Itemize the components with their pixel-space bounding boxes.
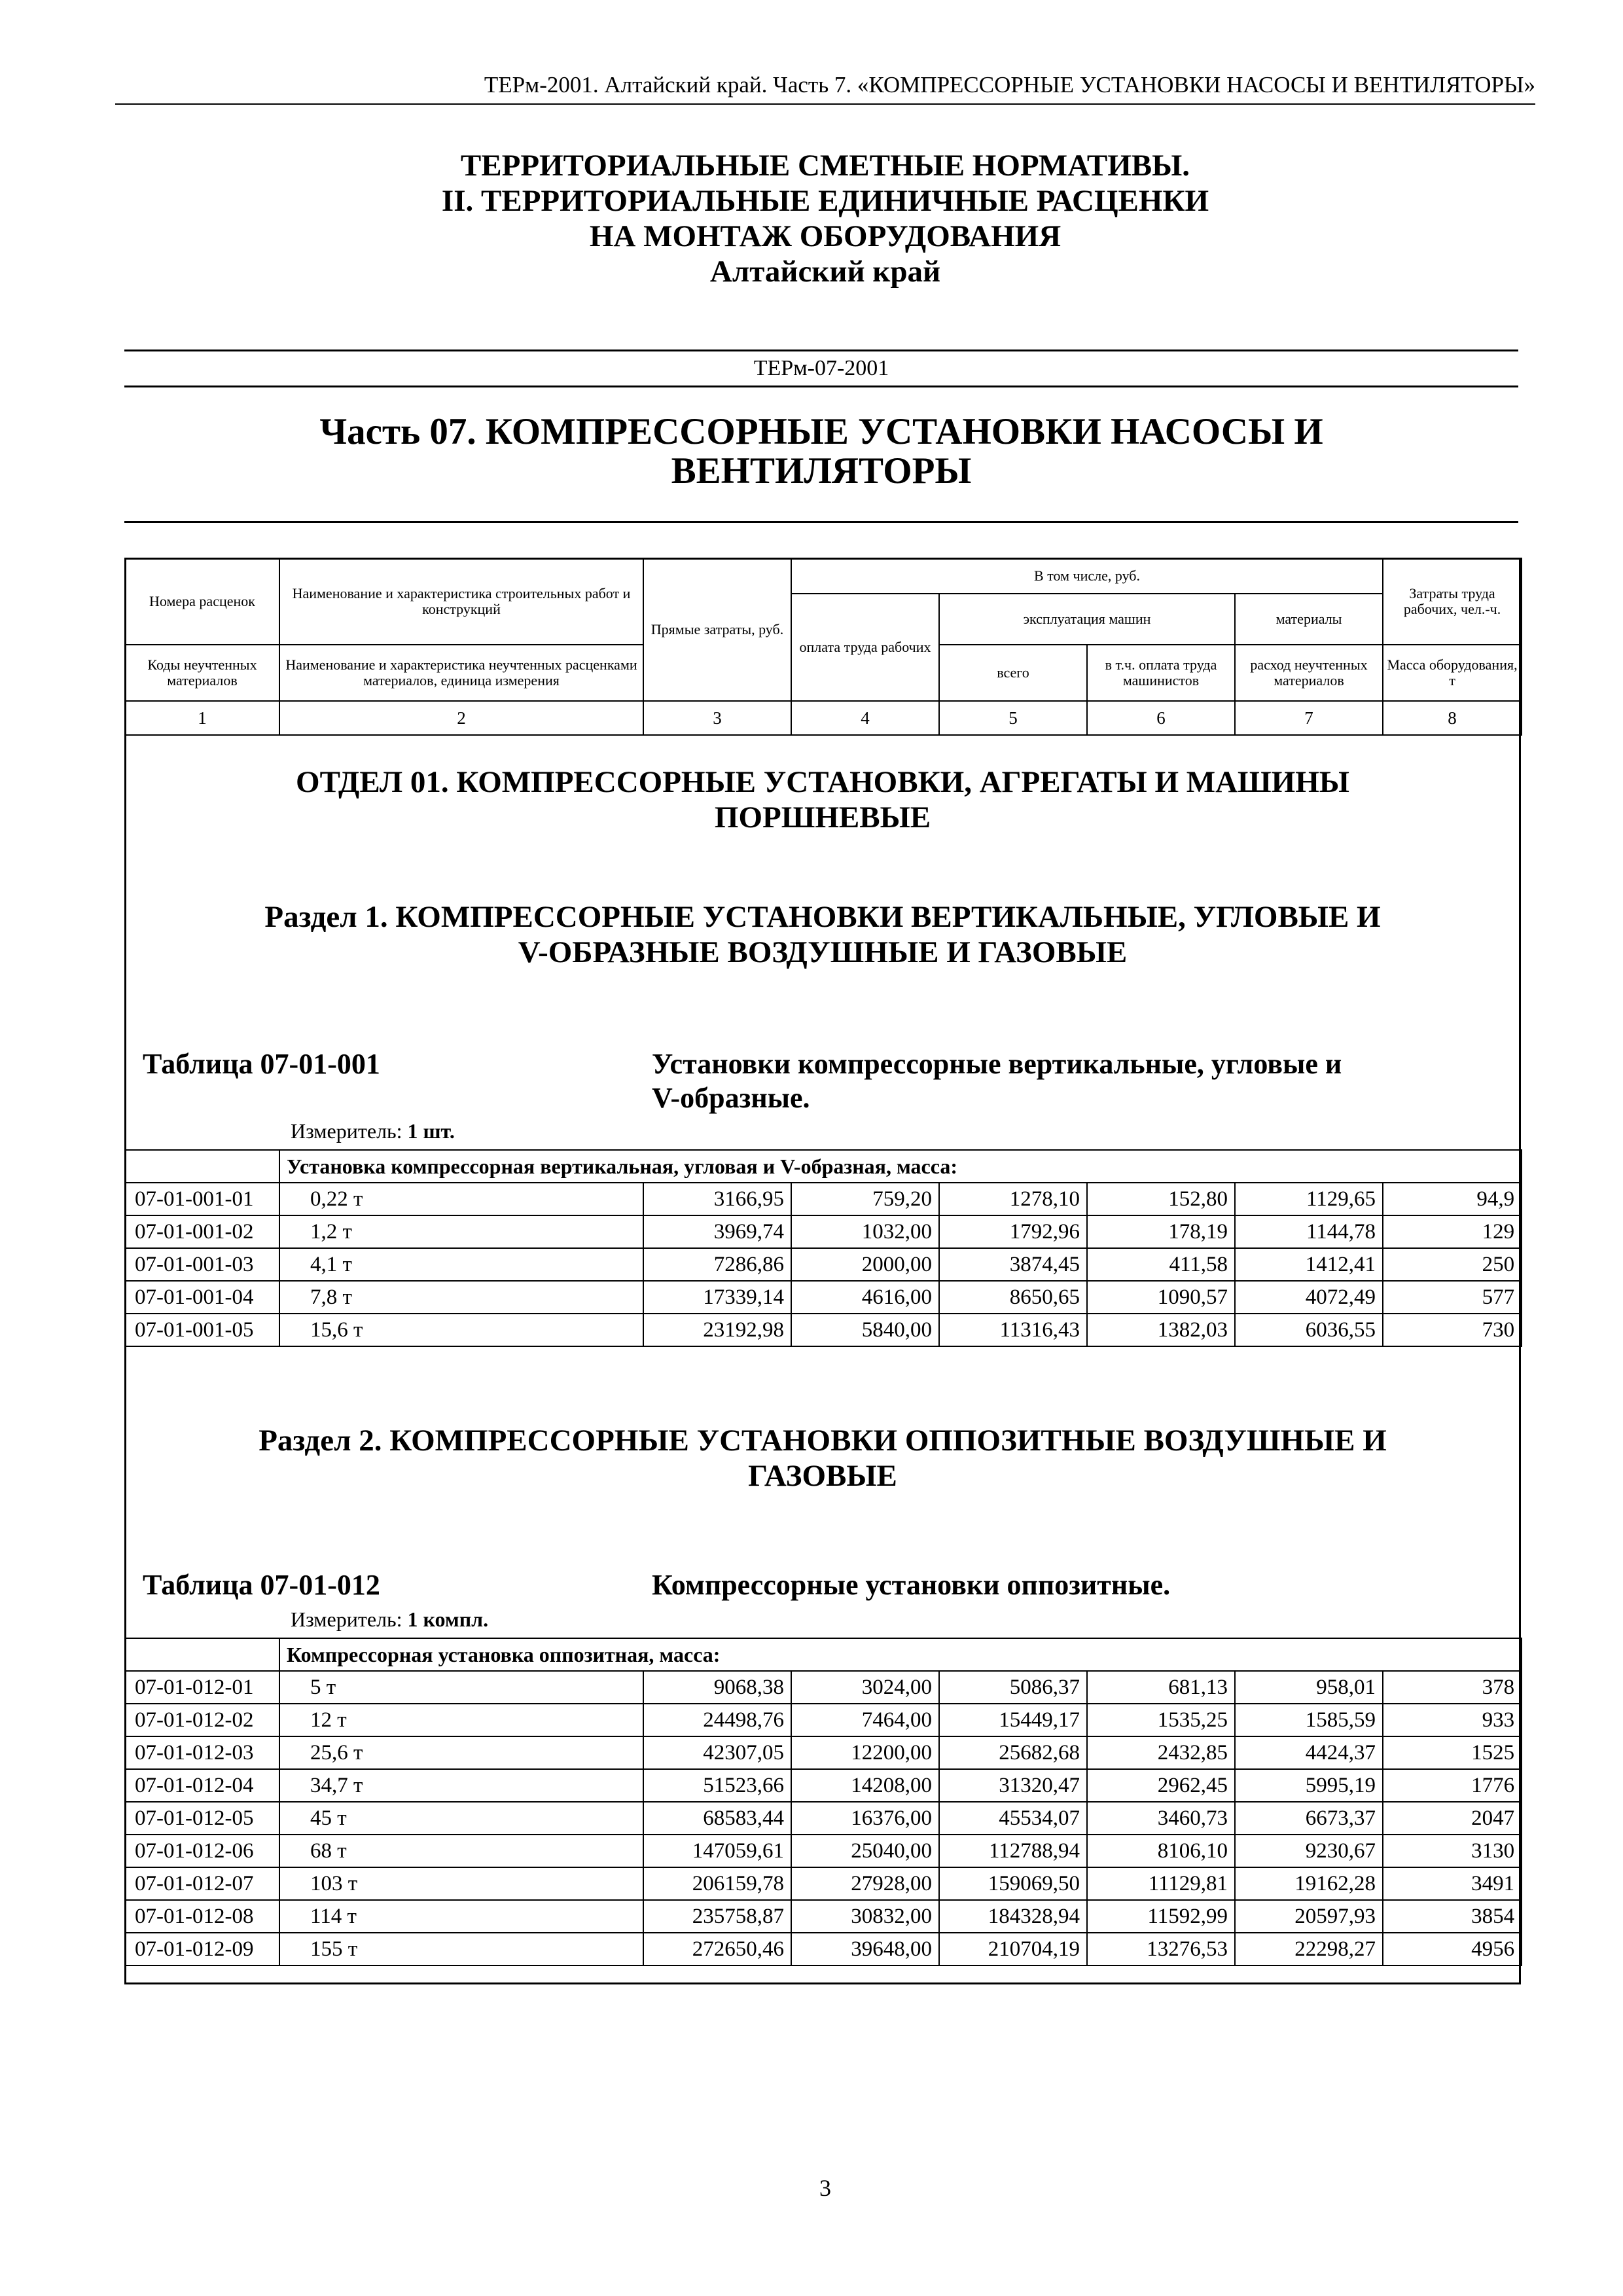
column-number: 8 bbox=[1383, 701, 1522, 735]
part-title bbox=[124, 412, 1518, 491]
machinist-pay-cell: 11129,81 bbox=[1087, 1867, 1235, 1900]
materials-cell: 9230,67 bbox=[1235, 1835, 1383, 1867]
rates-table-2 bbox=[124, 1638, 1522, 1966]
rate-code-cell: 07-01-001-03 bbox=[125, 1248, 279, 1281]
section-title-line: V-ОБРАЗНЫЕ ВОЗДУШНЫЕ И ГАЗОВЫЕ bbox=[518, 935, 1128, 969]
title-line: ТЕРРИТОРИАЛЬНЫЕ СМЕТНЫЕ НОРМАТИВЫ. bbox=[460, 149, 1190, 183]
labor-pay-cell: 3024,00 bbox=[791, 1671, 939, 1704]
labor-costs-cell: 3854 bbox=[1383, 1900, 1522, 1933]
materials-cell: 19162,28 bbox=[1235, 1867, 1383, 1900]
table-name: Компрессорные установки оппозитные. bbox=[652, 1569, 1171, 1601]
materials-cell: 1144,78 bbox=[1235, 1215, 1383, 1248]
column-number: 5 bbox=[939, 701, 1087, 735]
labor-costs-cell: 3491 bbox=[1383, 1867, 1522, 1900]
labor-pay-cell: 30832,00 bbox=[791, 1900, 939, 1933]
machine-total-cell: 1278,10 bbox=[939, 1183, 1087, 1215]
direct-costs-cell: 3969,74 bbox=[643, 1215, 791, 1248]
labor-costs-cell: 1525 bbox=[1383, 1736, 1522, 1769]
labor-pay-cell: 12200,00 bbox=[791, 1736, 939, 1769]
machinist-pay-cell: 681,13 bbox=[1087, 1671, 1235, 1704]
column-number: 6 bbox=[1087, 701, 1235, 735]
part-title-line: ВЕНТИЛЯТОРЫ bbox=[671, 450, 972, 492]
labor-costs-cell: 1776 bbox=[1383, 1769, 1522, 1802]
machinist-pay-cell: 178,19 bbox=[1087, 1215, 1235, 1248]
table-caption: Установка компрессорная вертикальная, угловая и V-образная, масса: bbox=[279, 1150, 1522, 1183]
table-row bbox=[125, 1314, 1522, 1346]
section-1-title bbox=[124, 899, 1521, 970]
machine-total-cell: 1792,96 bbox=[939, 1215, 1087, 1248]
measure-label: Измеритель: bbox=[291, 1119, 402, 1143]
machinist-pay-cell: 3460,73 bbox=[1087, 1802, 1235, 1835]
section-title-line: ГАЗОВЫЕ bbox=[748, 1459, 897, 1493]
machine-total-cell: 11316,43 bbox=[939, 1314, 1087, 1346]
materials-cell: 1585,59 bbox=[1235, 1704, 1383, 1736]
machinist-pay-cell: 152,80 bbox=[1087, 1183, 1235, 1215]
table-row bbox=[125, 1802, 1522, 1835]
measure-value: 1 шт. bbox=[407, 1119, 455, 1143]
labor-costs-cell: 94,9 bbox=[1383, 1183, 1522, 1215]
labor-pay-cell: 7464,00 bbox=[791, 1704, 939, 1736]
page-number: 3 bbox=[819, 2175, 831, 2201]
machine-total-cell: 45534,07 bbox=[939, 1802, 1087, 1835]
rate-code-cell: 07-01-012-09 bbox=[125, 1933, 279, 1965]
labor-pay-cell: 27928,00 bbox=[791, 1867, 939, 1900]
materials-cell: 1129,65 bbox=[1235, 1183, 1383, 1215]
header-rule bbox=[115, 103, 1535, 105]
labor-pay-cell: 1032,00 bbox=[791, 1215, 939, 1248]
machinist-pay-cell: 13276,53 bbox=[1087, 1933, 1235, 1965]
material-name-cell: 15,6 т bbox=[279, 1314, 643, 1346]
direct-costs-cell: 51523,66 bbox=[643, 1769, 791, 1802]
labor-costs-cell: 577 bbox=[1383, 1281, 1522, 1314]
machine-total-cell: 31320,47 bbox=[939, 1769, 1087, 1802]
rate-code-cell: 07-01-001-05 bbox=[125, 1314, 279, 1346]
direct-costs-cell: 42307,05 bbox=[643, 1736, 791, 1769]
labor-costs-cell: 3130 bbox=[1383, 1835, 1522, 1867]
table-row bbox=[125, 1671, 1522, 1704]
table-row bbox=[125, 1835, 1522, 1867]
part-rule bbox=[124, 521, 1518, 523]
labor-pay-cell: 25040,00 bbox=[791, 1835, 939, 1867]
header-direct-costs: Прямые затраты, руб. bbox=[643, 558, 791, 701]
section-title-line: Раздел 2. КОМПРЕССОРНЫЕ УСТАНОВКИ ОППОЗИТНЫЕ ВОЗДУШНЫЕ И bbox=[259, 1424, 1387, 1458]
part-title-line: Часть 07. КОМПРЕССОРНЫЕ УСТАНОВКИ НАСОСЫ И bbox=[319, 411, 1323, 452]
materials-cell: 958,01 bbox=[1235, 1671, 1383, 1704]
rate-code-cell: 07-01-001-01 bbox=[125, 1183, 279, 1215]
labor-pay-cell: 14208,00 bbox=[791, 1769, 939, 1802]
table-row bbox=[125, 1769, 1522, 1802]
materials-cell: 4072,49 bbox=[1235, 1281, 1383, 1314]
rate-code-cell: 07-01-001-02 bbox=[125, 1215, 279, 1248]
material-name-cell: 25,6 т bbox=[279, 1736, 643, 1769]
table-label: Таблица 07-01-012 bbox=[143, 1569, 380, 1601]
department-title-line: ПОРШНЕВЫЕ bbox=[714, 800, 931, 834]
column-number: 4 bbox=[791, 701, 939, 735]
header-equipment-mass: Масса оборудования, т bbox=[1383, 645, 1522, 701]
machine-total-cell: 15449,17 bbox=[939, 1704, 1087, 1736]
labor-costs-cell: 2047 bbox=[1383, 1802, 1522, 1835]
material-name-cell: 34,7 т bbox=[279, 1769, 643, 1802]
material-name-cell: 4,1 т bbox=[279, 1248, 643, 1281]
direct-costs-cell: 24498,76 bbox=[643, 1704, 791, 1736]
table-name-line: V-образные. bbox=[652, 1082, 810, 1114]
material-name-cell: 155 т bbox=[279, 1933, 643, 1965]
table-name bbox=[652, 1047, 1476, 1115]
materials-cell: 6036,55 bbox=[1235, 1314, 1383, 1346]
table-row bbox=[125, 1900, 1522, 1933]
header-machinist-pay: в т.ч. оплата труда машинистов bbox=[1087, 645, 1235, 701]
labor-pay-cell: 5840,00 bbox=[791, 1314, 939, 1346]
labor-pay-cell: 759,20 bbox=[791, 1183, 939, 1215]
labor-pay-cell: 16376,00 bbox=[791, 1802, 939, 1835]
header-rate-numbers: Номера расценок bbox=[125, 558, 279, 645]
material-name-cell: 45 т bbox=[279, 1802, 643, 1835]
measure-value: 1 компл. bbox=[407, 1607, 489, 1631]
machinist-pay-cell: 2432,85 bbox=[1087, 1736, 1235, 1769]
table-label: Таблица 07-01-001 bbox=[143, 1048, 380, 1080]
materials-cell: 5995,19 bbox=[1235, 1769, 1383, 1802]
material-name-cell: 68 т bbox=[279, 1835, 643, 1867]
material-name-cell: 7,8 т bbox=[279, 1281, 643, 1314]
direct-costs-cell: 272650,46 bbox=[643, 1933, 791, 1965]
material-name-cell: 103 т bbox=[279, 1867, 643, 1900]
table-row bbox=[125, 1736, 1522, 1769]
materials-cell: 20597,93 bbox=[1235, 1900, 1383, 1933]
column-number: 7 bbox=[1235, 701, 1383, 735]
header-total: всего bbox=[939, 645, 1087, 701]
measure bbox=[291, 1607, 488, 1632]
rate-code-cell: 07-01-012-04 bbox=[125, 1769, 279, 1802]
rate-code-cell: 07-01-012-01 bbox=[125, 1671, 279, 1704]
labor-pay-cell: 4616,00 bbox=[791, 1281, 939, 1314]
table-name-line: Установки компрессорные вертикальные, угловые и bbox=[652, 1048, 1342, 1080]
machinist-pay-cell: 1090,57 bbox=[1087, 1281, 1235, 1314]
materials-cell: 1412,41 bbox=[1235, 1248, 1383, 1281]
header-labor-pay: оплата труда рабочих bbox=[791, 594, 939, 701]
machine-total-cell: 3874,45 bbox=[939, 1248, 1087, 1281]
table-row bbox=[125, 1183, 1522, 1215]
header-materials: материалы bbox=[1235, 594, 1383, 645]
document-title bbox=[115, 148, 1535, 289]
machine-total-cell: 112788,94 bbox=[939, 1835, 1087, 1867]
direct-costs-cell: 68583,44 bbox=[643, 1802, 791, 1835]
labor-costs-cell: 250 bbox=[1383, 1248, 1522, 1281]
machine-total-cell: 210704,19 bbox=[939, 1933, 1087, 1965]
title-line: II. ТЕРРИТОРИАЛЬНЫЕ ЕДИНИЧНЫЕ РАСЦЕНКИ bbox=[441, 184, 1209, 218]
machinist-pay-cell: 11592,99 bbox=[1087, 1900, 1235, 1933]
table-caption: Компрессорная установка оппозитная, масса: bbox=[279, 1638, 1522, 1671]
rate-code-cell: 07-01-001-04 bbox=[125, 1281, 279, 1314]
machine-total-cell: 159069,50 bbox=[939, 1867, 1087, 1900]
direct-costs-cell: 23192,98 bbox=[643, 1314, 791, 1346]
machinist-pay-cell: 8106,10 bbox=[1087, 1835, 1235, 1867]
direct-costs-cell: 147059,61 bbox=[643, 1835, 791, 1867]
material-name-cell: 114 т bbox=[279, 1900, 643, 1933]
material-name-cell: 1,2 т bbox=[279, 1215, 643, 1248]
rates-table-1 bbox=[124, 1149, 1522, 1347]
table-row bbox=[125, 1867, 1522, 1900]
column-header-table bbox=[124, 558, 1522, 736]
machine-total-cell: 8650,65 bbox=[939, 1281, 1087, 1314]
materials-cell: 22298,27 bbox=[1235, 1933, 1383, 1965]
section-title-line: Раздел 1. КОМПРЕССОРНЫЕ УСТАНОВКИ ВЕРТИКАЛЬНЫЕ, УГЛОВЫЕ И bbox=[264, 900, 1381, 934]
table-row bbox=[125, 1248, 1522, 1281]
table-row bbox=[125, 1281, 1522, 1314]
department-title bbox=[124, 764, 1521, 835]
document-code: ТЕРм-07-2001 bbox=[124, 350, 1518, 387]
materials-cell: 4424,37 bbox=[1235, 1736, 1383, 1769]
rate-code-cell: 07-01-012-05 bbox=[125, 1802, 279, 1835]
direct-costs-cell: 9068,38 bbox=[643, 1671, 791, 1704]
table-row bbox=[125, 1704, 1522, 1736]
measure-label: Измеритель: bbox=[291, 1607, 402, 1631]
header-material-names: Наименование и характеристика неучтенных расценками материалов, единица измерения bbox=[279, 645, 643, 701]
material-name-cell: 12 т bbox=[279, 1704, 643, 1736]
direct-costs-cell: 3166,95 bbox=[643, 1183, 791, 1215]
material-name-cell: 5 т bbox=[279, 1671, 643, 1704]
title-line: Алтайский край bbox=[709, 255, 941, 289]
rate-code-cell: 07-01-012-06 bbox=[125, 1835, 279, 1867]
rate-code-cell: 07-01-012-07 bbox=[125, 1867, 279, 1900]
labor-costs-cell: 378 bbox=[1383, 1671, 1522, 1704]
rate-code-cell: 07-01-012-02 bbox=[125, 1704, 279, 1736]
direct-costs-cell: 7286,86 bbox=[643, 1248, 791, 1281]
machine-total-cell: 5086,37 bbox=[939, 1671, 1087, 1704]
labor-costs-cell: 129 bbox=[1383, 1215, 1522, 1248]
section-2-title bbox=[124, 1423, 1521, 1494]
column-number: 3 bbox=[643, 701, 791, 735]
department-title-line: ОТДЕЛ 01. КОМПРЕССОРНЫЕ УСТАНОВКИ, АГРЕГАТЫ И МАШИНЫ bbox=[296, 765, 1349, 799]
title-line: НА МОНТАЖ ОБОРУДОВАНИЯ bbox=[589, 219, 1061, 253]
header-unaccounted-materials: расход неучтенных материалов bbox=[1235, 645, 1383, 701]
rate-code-cell: 07-01-012-08 bbox=[125, 1900, 279, 1933]
machine-total-cell: 25682,68 bbox=[939, 1736, 1087, 1769]
machinist-pay-cell: 1535,25 bbox=[1087, 1704, 1235, 1736]
materials-cell: 6673,37 bbox=[1235, 1802, 1383, 1835]
labor-costs-cell: 4956 bbox=[1383, 1933, 1522, 1965]
running-header: ТЕРм-2001. Алтайский край. Часть 7. «КОМПРЕССОРНЫЕ УСТАНОВКИ НАСОСЫ И ВЕНТИЛЯТОРЫ» bbox=[484, 72, 1535, 98]
labor-pay-cell: 39648,00 bbox=[791, 1933, 939, 1965]
direct-costs-cell: 235758,87 bbox=[643, 1900, 791, 1933]
measure bbox=[291, 1119, 455, 1143]
column-number: 2 bbox=[279, 701, 643, 735]
direct-costs-cell: 206159,78 bbox=[643, 1867, 791, 1900]
header-machine-operation: эксплуатация машин bbox=[939, 594, 1235, 645]
machinist-pay-cell: 2962,45 bbox=[1087, 1769, 1235, 1802]
header-material-codes: Коды неучтенных материалов bbox=[125, 645, 279, 701]
header-work-name: Наименование и характеристика строительных работ и конструкций bbox=[279, 558, 643, 645]
labor-costs-cell: 933 bbox=[1383, 1704, 1522, 1736]
header-labor-costs: Затраты труда рабочих, чел.-ч. bbox=[1383, 558, 1522, 645]
machinist-pay-cell: 1382,03 bbox=[1087, 1314, 1235, 1346]
header-including: В том числе, руб. bbox=[791, 558, 1383, 594]
material-name-cell: 0,22 т bbox=[279, 1183, 643, 1215]
column-number: 1 bbox=[125, 701, 279, 735]
direct-costs-cell: 17339,14 bbox=[643, 1281, 791, 1314]
machinist-pay-cell: 411,58 bbox=[1087, 1248, 1235, 1281]
table-row bbox=[125, 1933, 1522, 1965]
machine-total-cell: 184328,94 bbox=[939, 1900, 1087, 1933]
table-row bbox=[125, 1215, 1522, 1248]
labor-costs-cell: 730 bbox=[1383, 1314, 1522, 1346]
rate-code-cell: 07-01-012-03 bbox=[125, 1736, 279, 1769]
labor-pay-cell: 2000,00 bbox=[791, 1248, 939, 1281]
